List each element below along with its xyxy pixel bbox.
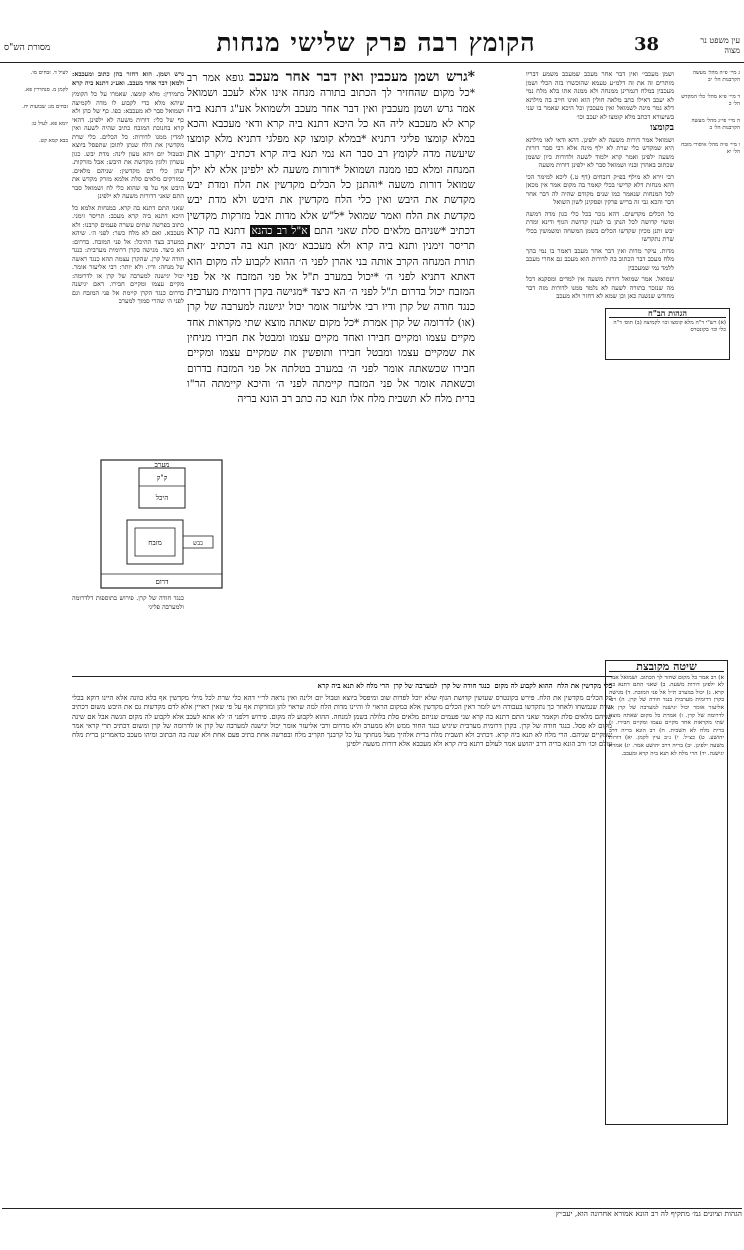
ein-mishpat-label: עין משפט נר מצוה: [700, 36, 740, 55]
margin-note: ה מיי׳ פי״ג מהל׳ מעשה הקרבנות הל׳ ב: [691, 118, 740, 131]
shita-mekubetzet-text: א) רב אמר כל מקום שחזר לך הכתוב. ושמואל אמר לא ילפינן דורות משעה. ב) שאני התם דתנא בה קרא. ג) יכול במערב ת״ל אל פני המזבח. ד) מגישה בקרן דרומית מערבית כנגד חודה של קרן. ה) רבי אליעזר אומר יכול יגישנה למערבה של קרן או לדרומה של קרן. ו) אמרת כל מקום שאתה מוצא שתי מקראות אחד מקיים עצמו ומקיים חבירו. ז) ברית מלח לא תשבית. ח) רב הונא בריה דרב יהושע. ט) כצ״ל. י) נ״ב עיין לקמן. יא) דורות משעה ילפינן. יב) בריה דרב יהושע אמר. יג) אמרת יגישנה. יד) הרי מלח לא תנא ביה קרא ומעכב.: [609, 674, 724, 757]
commentary-paragraph: שאני התם דתנא בה קרא. במנחות אלמא כל היכא דתנא ביה קרא מעכב: תריסר זימני. כתוב בפרשה שתים עשרה פעמים קרבנו: ולא מעכבא. ואם לא מלח כשר: לפני ה׳. שיהא במערב בצד ההיכל: אל פני המזבח. בדרום: הא כיצד. מגישה בקרן דרומית מערבית: כנגד חודה של קרן. שהקרן עצמה תהא כנגד ראשה של מנחה: ודיו. ולא יותר: רבי אליעזר אומר. יכול יגישנה למערבה של קרן או לדרומה: מקיים עצמו ומקיים חבירו. דאם יגישנה בדרום כנגד הקרן קיימת אל פני המזבח וגם לפני ה׳ שהרי סמוך למערב: [72, 203, 184, 305]
lower-commentary-text: כל הכלים מקדשין את הלח. פירש בקונטרס שעושין קדושת הגוף שלא יוכל לפדות שוב ומיפסל ביוצא וטבול יום ולינה ואין נראה לר״י דהא כלי שרת לכל מילי מקדשין אף בלא כוונה אלא היינו דוקא בכלי שרת שנמשחו ולאחר כך נתקדשו בעבודה ויש לומר דאין הכלים מקדשין אלא במקום הראוי לו והיינו מדות הלח למה שראוי להן ומזרקות אף על פי שאין ראויין אלא לדם מקדשות גם את היבש משום דכתיב שניהם מלאים סלת וקאמר שאני התם דתנא בה קרא שני פעמים שניהם מלאים סלת בלולה בשמן למנחה. ההוא לקבוע לה מקום. פירוש דלפני ה׳ לא אתא לעכב אלא לקבוע לה מקום הגשה אבל אם שינה מקום לא פסל. כנגד חודה של קרן. בקרן דרומית מערבית שיגיש כנגד החוד ממש ולא ממערב ולא מדרום ורבי אליעזר אומר יכול יגישנה למערבה של קרן או לדרומה של קרן ומשום דכתיב תרי קראי אמר שמקיים שניהם. הרי מלח לא תנא ביה קרא. דכתיב ולא תשבית מלח ברית אלהיך מעל מנחתך על כל קרבנך תקריב מלח ובפרשה אחת כתיב פעם אחת ולא שנה בה הכתוב ומיהו מעכב כדאמרינן ברית מלח עולם וכו׳ ורב הונא בריה דרב יהושע אמר לעולם דתנא ביה קרא ולא מעכבא אלא דורות משעה ילפינן: [72, 694, 612, 749]
lower-commentary: [72, 682, 612, 1202]
shita-mekubetzet-title: שיטה מקובצת: [609, 663, 724, 672]
margin-note: לעיל ד. זבחים מו.: [30, 70, 68, 76]
gemara-body: גופא אמר רב *כל מקום שהחזיר לך הכתוב בתורה מנחה אינו אלא לעכב ושמואל אמר גרש ושמן מעכבין ואין דבר אחר מעכב ולשמואל אע"ג דתנא ביה קרא לא מעכבא ליה הא כל היכא דתנא ביה קרא ודאי מעכבא והכא במלא קומצו פליגי דתניא *במלא קומצו קא מפלגי דתניא מלא קומצו שיעשה מדה לקומץ רב סבר הא נמי תנא ביה קרא דכתיב ׳וקרב את המנחה ומלא כפו ממנה ושמואל *דורות משעה לא ילפינן אלא לא ילף שמואל דורות משעה *והתנן כל הכלים מקדשין את הלח ומדת יבש מקדשת את היבש ואין כלי הלח מקדשין את היבש ולא מדת יבש מקדשת את הלח ואמר שמואל *ל"ש אלא מדות אבל מזרקות מקדשין דכתיב *שניהם מלאים סלת שאני התם: [187, 72, 475, 237]
left-commentary-column-lower: [72, 594, 184, 674]
lower-heading-2: ההוא לקבוע לה מקום: [494, 682, 553, 690]
gemara-main-text: [187, 70, 475, 570]
commentary-paragraph: שמואל. אמר שמואל דורות משעה אין למדים ומסקנא דכל מה שנזכר בתורה לשעה לא נלמד ממנו לדורות מזה דבר מחודש שנשנה כאן וכן שמא לא דחזר ולא מעכב: [526, 275, 674, 300]
left-commentary-column: [72, 70, 184, 455]
commentary-paragraph: ושמואל אמר דורות משעה לא ילפינן. דהא ודאי לאו מילתא היא שמקדש כלי שרת לא ילף מינה אלא רבי סבר דורות משעה ילפינן ואמר קרא ילמוד לשעה ולדורות כיון ששמן שכתוב באהרן ובניו ושמואל סבר לא ילפינן דורות משעה: [526, 135, 674, 169]
right-commentary-column: [526, 70, 674, 670]
hagahot-text: (א) רש"י ד"ה מלא קומצו וכו׳ לקמיצה (ב) תוס׳ ד"ה כלי וכו׳ בקונטרס: [613, 320, 726, 333]
margin-note: לקמן מ. סנהדרין פא.: [24, 87, 68, 93]
page-number: 38: [634, 34, 660, 55]
page-title: הקומץ רבה פרק שלישי מנחות: [216, 28, 536, 57]
left-margin-notes: [4, 70, 68, 630]
lower-heading-1: בלי מקדשין את הלח: [557, 682, 612, 690]
diagram-label-ramp: כבש: [192, 540, 204, 547]
margin-note: זבחים מג: שבועות יח.: [22, 104, 68, 110]
margin-note: יומא פא. לעיל ט:: [31, 121, 68, 127]
lower-heading-3: כנגד חודה של קרן: [441, 682, 491, 690]
shita-mekubetzet-box: [605, 660, 728, 1125]
diagram-label-heikhal: היכל: [155, 494, 169, 502]
commentary-heading: בקומצו: [650, 123, 674, 133]
diagram-label-south: דרום: [155, 578, 169, 586]
commentary-paragraph: ושמן מעכבי׳ ואין דבר אחר מעכב שמעכב משמע דבריו מותרים זה את זה דלמ״ע טעמא שהוכשרו בזה הכלי ושמן מעכבין במלח דגמרינן ממנחה ולא ממנה אתו בלא מלח נמי לא יעכב דאילו כתב מלאה חולין הוא ואינו חייב בה מילתא דלא גמר מינה לשמואל ואין מעכבין וכל היכא שאמר בו שני בשיעורא דכתב מלא קומצו לא יעכב וכו׳: [526, 70, 674, 121]
masoret-label: מסורת הש"ס: [4, 43, 51, 53]
margin-note: ו מיי׳ פ״ה מהל׳ איסורי מזבח הל׳ יא: [681, 142, 740, 155]
hagahot-box: [605, 308, 730, 360]
lower-heading-5: הרי מלח לא תנא ביה קרא: [317, 682, 390, 690]
section-divider: [72, 676, 612, 677]
diagram-label-holy-of-holies: ק"ק: [156, 474, 168, 482]
diagram-label-west: מערב: [154, 461, 170, 469]
hagahot-title: הגהות הב"ח: [609, 310, 726, 318]
gemara-highlight: א"ל רב כהנא: [251, 224, 308, 237]
commentary-paragraph: כל הכלים מקדשים. דהא נזכר בכל כלי כגון מדה דמשה ומשוי קדושה לכל הנתן בו לענין קדושת הגוף ודינא ומדת יבש ותנן מכיון שקדשו הכלים בשמן המשחה ומשמשין בכלי שרת נתקדשו: [526, 209, 674, 243]
commentary-paragraph: כנגד חודה של קרן. פירוש בתוספות דלדרומה ולמערבה פליגי: [72, 594, 184, 611]
commentary-paragraph: מדות. עיקר מדות ואין דבר אחר מעכב דאמר בו נמי בהך מלח מעכב דבר הכתוב בה לדורות הוא מעכב גם אחרי מעכב ללמד נמי שמעכבין: [526, 246, 674, 272]
lower-heading-4: למערבה של קרן: [393, 682, 438, 690]
margin-note: ג מיי׳ פ״ה מהל׳ מעשה הקרבנות הל׳ יב: [692, 70, 740, 83]
gemara-opening: *גרש ושמן מעכבין ואין דבר אחר מעכב: [249, 70, 475, 85]
rashi-opening: גרש ושמן. הוא דחזר בהן כתוב ומעכבא: ולמאן דבר אחר מעכב. ואע״ג דתנא ביה קרא: [72, 70, 184, 87]
gemara-body-continued: דתנא בה קרא תריסר זימנין ותנא ביה קרא ולא מעכבא ׳מאן תנא בה דכתיב ׳זאת תורת המנחה הקרב אותה בני אהרן לפני ה׳ ההוא לקבוע לה מקום הוא דאתא דתניא לפני ה׳ *יכול במערב ת"ל אל פני המזבח אי אל פני המזבח יכול בדרום ת"ל לפני ה׳ הא כיצד *מגישה בקרן דרומית מערבית כנגד חודה של קרן ודיו רבי אליעזר אומר יכול יגישנה למערבה של קרן (או) לדרומה של קרן אמרת *כל מקום שאתה מוצא שתי מקראות אחד מקיים עצמו ומקיים חבירו ואחד מקיים עצמו ומבטל את חבירו מניחין את שמקיים עצמו ומבטל חבירו ותופשין את שמקיים עצמו ומקיים חבירו שכשאתה אומר לפני ה׳ במערב בטלתה אל פני המזבח בדרום וכשאתה אומר אל פני המזבח קיימתה לפני ה׳ והיכא קיימתה הר"ו ברית מלח לא תשבית מלח אלו תנא כה כתב רב הונא בריה: [187, 224, 475, 406]
temple-diagram-svg: [99, 458, 224, 590]
right-margin-notes: [678, 70, 740, 300]
margin-note: ד מיי׳ פ״א מהל׳ כלי המקדש הל׳ כ: [681, 94, 740, 107]
page-header: [0, 28, 744, 63]
commentary-paragraph: רבי זירא לא מילף בפ״ק דזבחים (דף ט.) ליכא למימר הכי דהא מנחות דלא קדישי בכלי קאמר בה מקום אמר אין מכאן לכל המנחות שנאמר כמו שנים מקודם שהיה לה דבר אחר דבר והכא גבי זה בריש פרקין ופסקינן לשון השואל: [526, 172, 674, 206]
page-footnote: הגהות וציונים גמ׳ מתקיף לה רב הונא אמורא אחרונה הוא, יעב״ץ: [2, 1208, 742, 1223]
temple-diagram: [99, 458, 224, 590]
margin-note: בבא קמא קט.: [38, 138, 68, 144]
commentary-paragraph: בתמידין: מלא קומצו. שאמרו על כל הקומץ שיהא מלא כדי לקבוע לו מדה לקמיצה ושמואל סבר לא מעכבא: כפו. כף של כהן ולא כף של כלי: דורות משעה לא ילפינן. דהאי קרא בחנוכת המזבח כתיב שהיה לשעה ואין למדין ממנו לדורות: כל הכלים. כלי שרת מקדשין את הלח שנתן לתוכן שתפסל ביוצא ובטבול יום ויהא טעון לינה: מדת יבש. כגון עשרון ולוגין מקדשת את היבש: אבל מזרקות. שהן כלי דם מקדשין: שניהם מלאים. במזרקים מלאים סלת אלמא מזרק מקדש את היבש אף על פי שהוא כלי לח ושמואל סבר התם שאני דדורות משעה לא ילפינן: [72, 90, 184, 200]
diagram-label-altar: מזבח: [148, 539, 162, 547]
